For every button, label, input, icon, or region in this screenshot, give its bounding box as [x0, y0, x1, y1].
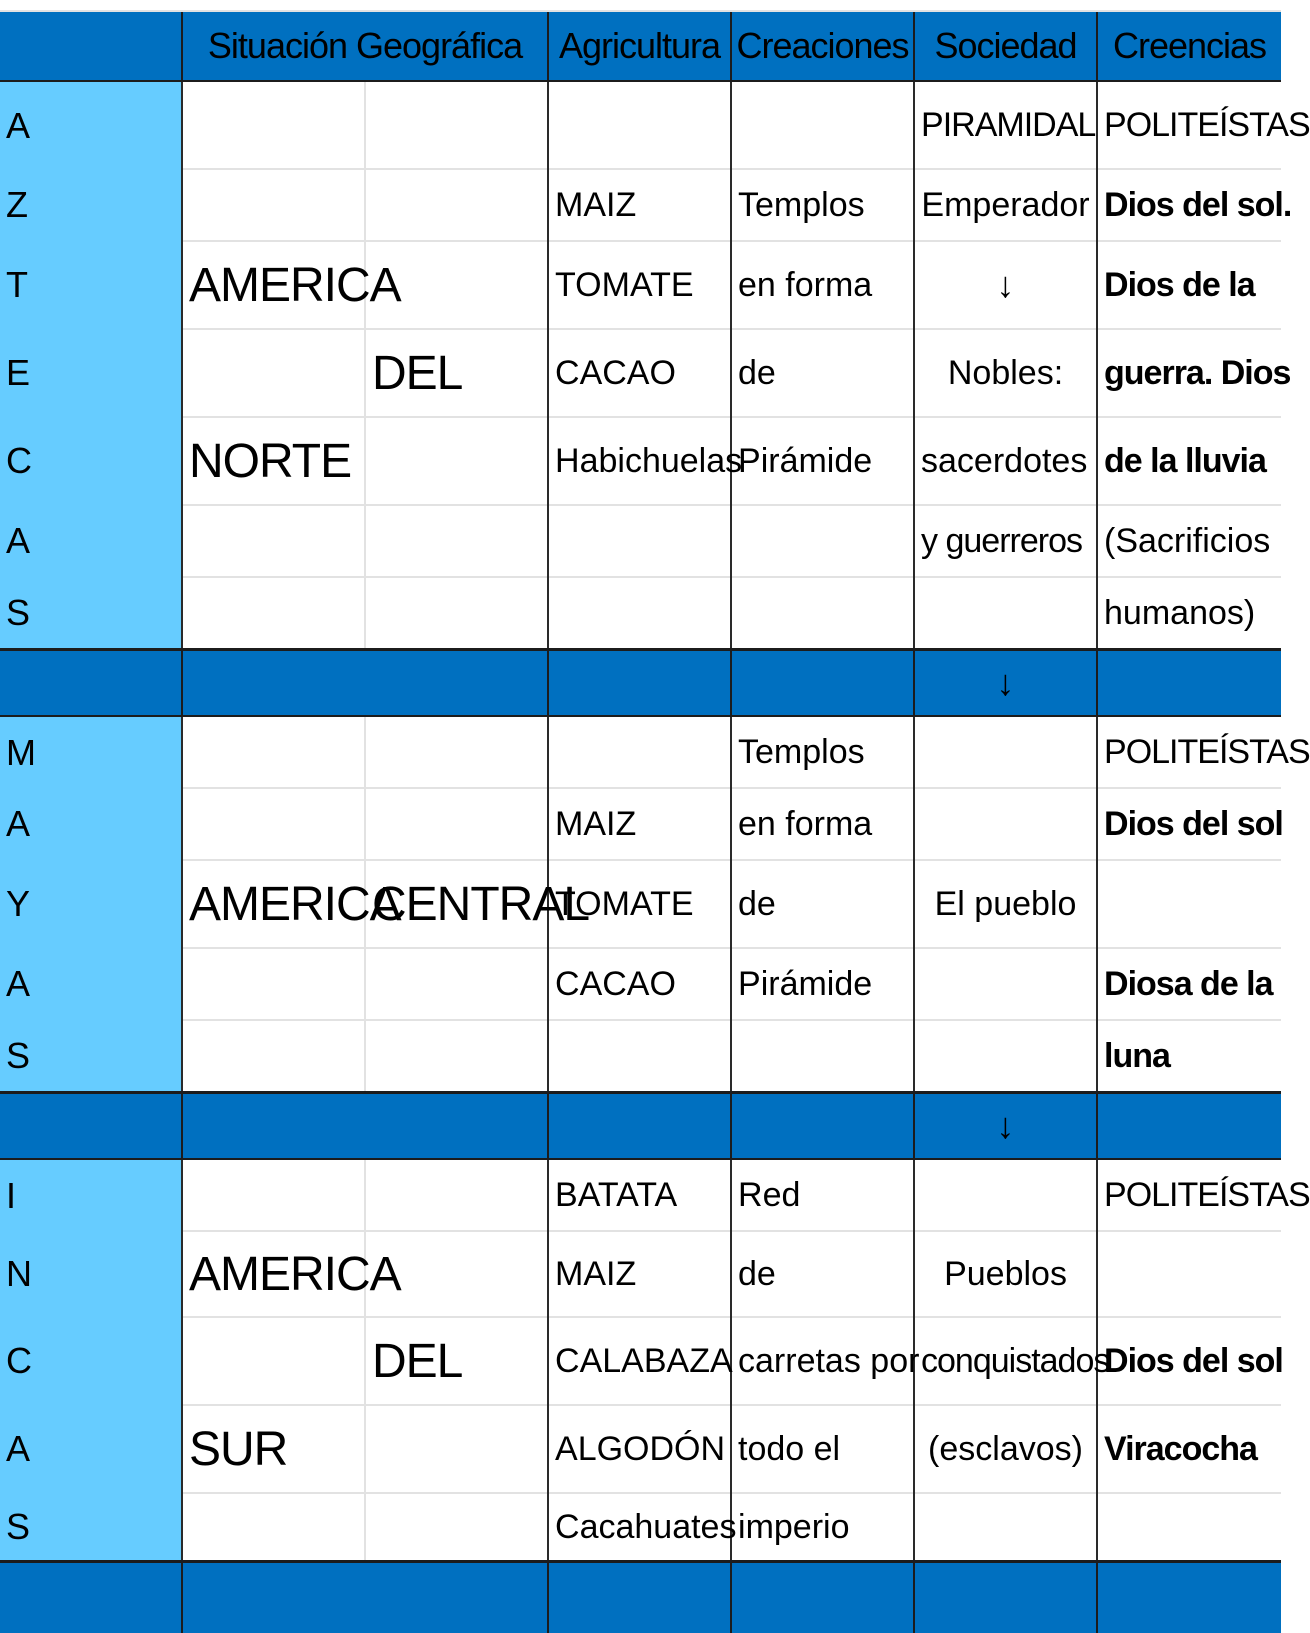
cell[interactable] [914, 1159, 1097, 1231]
header-agricultura[interactable]: Agricultura [548, 11, 731, 81]
creencias-cell[interactable]: (Sacrificios [1097, 505, 1281, 577]
separator-cell[interactable] [182, 650, 365, 717]
civ-letter[interactable]: Y [0, 860, 182, 948]
cell[interactable] [182, 788, 365, 860]
down-arrow-icon[interactable]: ↓ [914, 241, 1097, 329]
creencias-cell[interactable]: Viracocha [1097, 1405, 1281, 1493]
creaciones-cell[interactable]: de [731, 860, 914, 948]
creaciones-cell[interactable]: todo el [731, 1405, 914, 1493]
separator-cell[interactable] [365, 650, 548, 717]
cell[interactable] [731, 505, 914, 577]
incas-row [0, 1159, 1281, 1231]
creencias-cell[interactable]: de la lluvia [1097, 417, 1281, 505]
civ-letter[interactable]: T [0, 241, 182, 329]
cell[interactable] [365, 169, 548, 241]
cell[interactable] [548, 577, 731, 650]
civ-letter[interactable]: A [0, 81, 182, 169]
creencias-cell[interactable]: Dios del sol. [1097, 169, 1281, 241]
separator-cell[interactable] [182, 1562, 365, 1633]
cell[interactable] [182, 948, 365, 1020]
incas-row [0, 1493, 1281, 1562]
civ-letter[interactable]: S [0, 1493, 182, 1562]
civ-letter[interactable]: S [0, 577, 182, 650]
cell[interactable] [914, 1493, 1097, 1562]
separator-cell[interactable] [0, 1562, 182, 1633]
cell[interactable] [365, 1159, 548, 1231]
separator-row [0, 650, 1281, 717]
incas-row [0, 1231, 1281, 1317]
mayas-row [0, 788, 1281, 860]
aztecas-row [0, 169, 1281, 241]
aztecas-row [0, 577, 1281, 650]
civ-letter[interactable]: N [0, 1231, 182, 1317]
agricultura-cell[interactable]: Cacahuates [548, 1493, 731, 1562]
agricultura-cell[interactable]: TOMATE [548, 241, 731, 329]
creaciones-cell[interactable]: Pirámide [731, 948, 914, 1020]
header-blank-cell[interactable] [0, 11, 182, 81]
mayas-row [0, 860, 1281, 948]
aztecas-row [0, 241, 1281, 329]
creencias-cell[interactable]: Dios del sol [1097, 788, 1281, 860]
mayas-row [0, 948, 1281, 1020]
cell[interactable] [914, 788, 1097, 860]
civilizations-table [0, 10, 1281, 1600]
separator-cell[interactable] [1097, 1093, 1281, 1160]
cell[interactable] [1097, 1231, 1281, 1317]
creencias-cell[interactable]: Diosa de la [1097, 948, 1281, 1020]
creaciones-cell[interactable]: Templos [731, 716, 914, 788]
cell[interactable] [365, 948, 548, 1020]
geo-cell[interactable]: DEL [365, 1317, 548, 1405]
cell[interactable] [731, 1020, 914, 1093]
creaciones-cell[interactable]: de [731, 1231, 914, 1317]
cell[interactable] [182, 329, 365, 417]
cell[interactable] [914, 1020, 1097, 1093]
incas-row [0, 1405, 1281, 1493]
separator-cell[interactable] [914, 1562, 1097, 1633]
creencias-cell[interactable]: guerra. Dios [1097, 329, 1281, 417]
aztecas-row [0, 417, 1281, 505]
cell[interactable] [548, 81, 731, 169]
cell[interactable] [365, 1020, 548, 1093]
separator-cell[interactable] [731, 650, 914, 717]
incas-row [0, 1317, 1281, 1405]
sociedad-cell[interactable]: Nobles: [914, 329, 1097, 417]
agricultura-cell[interactable]: BATATA [548, 1159, 731, 1231]
geo-cell[interactable]: AMERICA [182, 1231, 365, 1317]
civ-letter[interactable]: A [0, 1405, 182, 1493]
creaciones-cell[interactable]: Templos [731, 169, 914, 241]
cell[interactable] [365, 505, 548, 577]
header-creencias[interactable]: Creencias [1097, 11, 1281, 81]
civ-letter[interactable]: C [0, 1317, 182, 1405]
creencias-cell[interactable]: Dios de la [1097, 241, 1281, 329]
civ-letter[interactable]: S [0, 1020, 182, 1093]
creaciones-cell[interactable]: carretas por [731, 1317, 914, 1405]
header-situacion[interactable]: Situación Geográfica [182, 11, 548, 81]
agricultura-cell[interactable]: MAIZ [548, 1231, 731, 1317]
separator-cell[interactable] [0, 1093, 182, 1160]
creaciones-cell[interactable]: Red [731, 1159, 914, 1231]
geo-cell[interactable]: AMERICA [182, 860, 365, 948]
cell[interactable] [182, 169, 365, 241]
geo-cell[interactable]: AMERICA [182, 241, 365, 329]
creaciones-cell[interactable]: imperio [731, 1493, 914, 1562]
down-arrow-icon[interactable]: ↓ [914, 650, 1097, 717]
cell[interactable] [914, 716, 1097, 788]
separator-cell[interactable] [731, 1562, 914, 1633]
cell[interactable] [365, 1405, 548, 1493]
civ-letter[interactable]: A [0, 788, 182, 860]
agricultura-cell[interactable]: CALABAZA [548, 1317, 731, 1405]
mayas-row [0, 1020, 1281, 1093]
creencias-cell[interactable]: luna [1097, 1020, 1281, 1093]
cell[interactable] [914, 948, 1097, 1020]
aztecas-row [0, 81, 1281, 169]
creaciones-cell[interactable]: en forma [731, 788, 914, 860]
separator-cell[interactable] [731, 1093, 914, 1160]
sociedad-cell[interactable]: conquistados [914, 1317, 1097, 1405]
separator-cell[interactable] [182, 1093, 365, 1160]
cell[interactable] [182, 1159, 365, 1231]
cell[interactable] [1097, 1493, 1281, 1562]
separator-cell[interactable] [548, 1562, 731, 1633]
civ-letter[interactable]: I [0, 1159, 182, 1231]
civ-letter[interactable]: C [0, 417, 182, 505]
separator-cell[interactable] [0, 650, 182, 717]
sociedad-cell[interactable]: Pueblos [914, 1231, 1097, 1317]
cell[interactable] [182, 1020, 365, 1093]
cell[interactable] [365, 417, 548, 505]
sociedad-cell[interactable]: sacerdotes [914, 417, 1097, 505]
cell[interactable] [1097, 860, 1281, 948]
civ-letter[interactable]: A [0, 505, 182, 577]
cell[interactable] [365, 716, 548, 788]
cell[interactable] [548, 505, 731, 577]
sociedad-cell[interactable]: PIRAMIDAL [914, 81, 1097, 169]
cell[interactable] [182, 505, 365, 577]
cell[interactable] [182, 1493, 365, 1562]
separator-cell[interactable] [548, 1093, 731, 1160]
header-creaciones[interactable]: Creaciones [731, 11, 914, 81]
civ-letter[interactable]: E [0, 329, 182, 417]
geo-cell[interactable]: SUR [182, 1405, 365, 1493]
cell[interactable] [365, 1493, 548, 1562]
sociedad-cell[interactable]: El pueblo [914, 860, 1097, 948]
civ-letter[interactable]: M [0, 716, 182, 788]
cell[interactable] [731, 577, 914, 650]
mayas-row [0, 716, 1281, 788]
sociedad-cell[interactable]: Emperador [914, 169, 1097, 241]
creaciones-cell[interactable]: de [731, 329, 914, 417]
aztecas-row [0, 505, 1281, 577]
creaciones-cell[interactable]: en forma [731, 241, 914, 329]
cell[interactable] [365, 81, 548, 169]
cell[interactable] [365, 577, 548, 650]
cell[interactable] [182, 577, 365, 650]
down-arrow-icon[interactable]: ↓ [914, 1093, 1097, 1160]
cell[interactable] [731, 81, 914, 169]
civ-letter[interactable]: Z [0, 169, 182, 241]
separator-cell[interactable] [365, 1562, 548, 1633]
creencias-cell[interactable]: POLITEÍSTAS [1097, 1159, 1281, 1231]
header-sociedad[interactable]: Sociedad [914, 11, 1097, 81]
civ-letter[interactable]: A [0, 948, 182, 1020]
cell[interactable] [548, 1020, 731, 1093]
cell[interactable] [914, 577, 1097, 650]
separator-cell[interactable] [365, 1093, 548, 1160]
cell[interactable] [182, 716, 365, 788]
sociedad-cell[interactable]: (esclavos) [914, 1405, 1097, 1493]
agricultura-cell[interactable]: CACAO [548, 329, 731, 417]
separator-row [0, 1562, 1281, 1633]
creencias-cell[interactable]: POLITEÍSTAS [1097, 716, 1281, 788]
geo-cell[interactable]: CENTRAL [365, 860, 548, 948]
creencias-cell[interactable]: humanos) [1097, 577, 1281, 650]
cell[interactable] [182, 1317, 365, 1405]
agricultura-cell[interactable]: Habichuelas [548, 417, 731, 505]
separator-cell[interactable] [548, 650, 731, 717]
cell[interactable] [548, 716, 731, 788]
cell[interactable] [182, 81, 365, 169]
agricultura-cell[interactable]: TOMATE [548, 860, 731, 948]
agricultura-cell[interactable]: MAIZ [548, 788, 731, 860]
sociedad-cell[interactable]: y guerreros [914, 505, 1097, 577]
agricultura-cell[interactable]: CACAO [548, 948, 731, 1020]
separator-row [0, 1093, 1281, 1160]
geo-cell[interactable]: NORTE [182, 417, 365, 505]
creaciones-cell[interactable]: Pirámide [731, 417, 914, 505]
cell[interactable] [365, 788, 548, 860]
separator-cell[interactable] [1097, 1562, 1281, 1633]
creencias-cell[interactable]: Dios del sol [1097, 1317, 1281, 1405]
separator-cell[interactable] [1097, 650, 1281, 717]
creencias-cell[interactable]: POLITEÍSTAS [1097, 81, 1281, 169]
agricultura-cell[interactable]: MAIZ [548, 169, 731, 241]
aztecas-row [0, 329, 1281, 417]
header-row [0, 11, 1281, 81]
agricultura-cell[interactable]: ALGODÓN [548, 1405, 731, 1493]
geo-cell[interactable]: DEL [365, 329, 548, 417]
